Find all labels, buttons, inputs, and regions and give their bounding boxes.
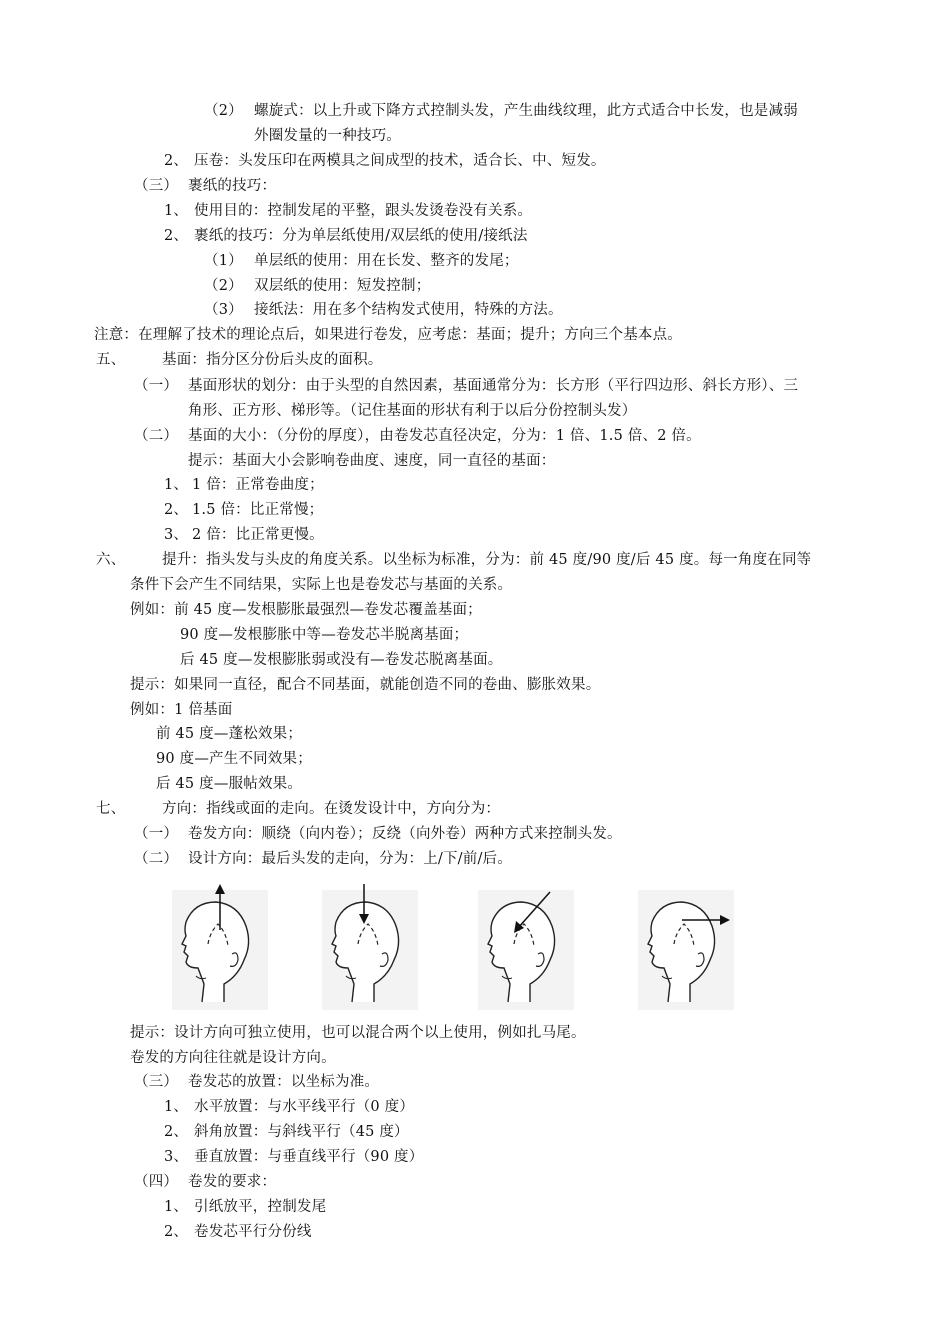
- doc-line: [130, 700, 232, 720]
- doc-line: [164, 1122, 409, 1142]
- line-text: 2 倍：比正常更慢。: [192, 527, 324, 543]
- doc-line: [204, 101, 798, 121]
- line-text: 条件下会产生不同结果，实际上也是卷发芯与基面的关系。: [130, 577, 513, 593]
- doc-line: [130, 1023, 586, 1043]
- list-marker: 1、: [164, 203, 189, 219]
- line-text: 外圈发量的一种技巧。: [254, 128, 401, 144]
- list-marker: （3）: [204, 302, 243, 318]
- doc-line: [134, 1072, 379, 1092]
- list-marker: 六、: [96, 552, 126, 568]
- line-text: 双层纸的使用：短发控制；: [254, 278, 431, 294]
- line-text: 卷发芯平行分份线: [194, 1224, 312, 1240]
- line-text: 90 度—产生不同效果；: [156, 751, 312, 767]
- line-text: 斜角放置：与斜线平行（45 度）: [194, 1124, 409, 1140]
- doc-line: [134, 426, 701, 446]
- list-marker: 3、: [164, 527, 189, 543]
- doc-line: [134, 849, 512, 869]
- line-text: 卷发芯的放置：以坐标为准。: [188, 1074, 380, 1090]
- line-text: 使用目的：控制发尾的平整，跟头发烫卷没有关系。: [194, 203, 533, 219]
- doc-line: [180, 650, 502, 670]
- doc-line: [188, 401, 636, 421]
- doc-line: [164, 500, 323, 520]
- doc-line: [134, 176, 276, 196]
- doc-line: [180, 625, 468, 645]
- list-marker: （一）: [134, 826, 179, 842]
- list-marker: 2、: [164, 1224, 189, 1240]
- doc-line: [96, 550, 811, 570]
- line-text: 1 倍：正常卷曲度；: [192, 477, 324, 493]
- line-text: 裹纸的技巧：分为单层纸使用/双层纸的使用/接纸法: [194, 228, 528, 244]
- doc-line: [156, 724, 302, 744]
- list-marker: 3、: [164, 1149, 189, 1165]
- line-text: 螺旋式：以上升或下降方式控制头发，产生曲线纹理，此方式适合中长发，也是减弱: [254, 103, 798, 119]
- line-text: 后 45 度—服帖效果。: [156, 776, 303, 792]
- line-text: 后 45 度—发根膨胀弱或没有—卷发芯脱离基面。: [180, 652, 503, 668]
- list-marker: （三）: [134, 1074, 179, 1090]
- line-text: 卷发方向：顺绕（向内卷）；反绕（向外卷）两种方式来控制头发。: [188, 826, 622, 842]
- doc-line: [130, 675, 600, 695]
- doc-line: [156, 749, 312, 769]
- line-text: 卷发的方向往往就是设计方向。: [130, 1050, 336, 1066]
- line-text: 角形、正方形、梯形等。（记住基面的形状有利于以后分份控制头发）: [188, 403, 637, 419]
- doc-line: [130, 600, 482, 620]
- line-text: 设计方向：最后头发的走向，分为：上/下/前/后。: [188, 851, 512, 867]
- line-text: 提升：指头发与头皮的角度关系。以坐标为标准，分为：前 45 度/90 度/后 45 度。每一角度在同等: [162, 552, 812, 568]
- doc-line: [164, 1097, 414, 1117]
- list-marker: 五、: [96, 352, 126, 368]
- list-marker: （2）: [204, 103, 243, 119]
- line-text: 提示：设计方向可独立使用，也可以混合两个以上使用，例如扎马尾。: [130, 1025, 586, 1041]
- list-marker: （四）: [134, 1174, 179, 1190]
- line-text: 压卷：头发压印在两模具之间成型的技术，适合长、中、短发。: [194, 153, 606, 169]
- list-marker: 1、: [164, 1099, 189, 1115]
- line-text: 前 45 度—蓬松效果；: [156, 726, 303, 742]
- line-text: 方向：指线或面的走向。在烫发设计中，方向分为：: [162, 801, 501, 817]
- list-marker: 1、: [164, 1199, 189, 1215]
- line-text: 90 度—发根膨胀中等—卷发芯半脱离基面；: [180, 627, 469, 643]
- line-text: 单层纸的使用：用在长发、整齐的发尾；: [254, 253, 519, 269]
- doc-line: [130, 575, 512, 595]
- line-text: 基面的大小：（分份的厚度），由卷发芯直径决定，分为：1 倍、1.5 倍、2 倍。: [188, 428, 701, 444]
- doc-line: [96, 350, 383, 370]
- doc-line: [134, 1172, 276, 1192]
- doc-line: [164, 151, 606, 171]
- line-text: 接纸法：用在多个结构发式使用，特殊的方法。: [254, 302, 563, 318]
- doc-line: [164, 525, 324, 545]
- list-marker: 2、: [164, 502, 189, 518]
- list-marker: 2、: [164, 1124, 189, 1140]
- doc-line: [96, 799, 500, 819]
- doc-line: [134, 376, 798, 396]
- line-text: 提示：如果同一直径，配合不同基面，就能创造不同的卷曲、膨胀效果。: [130, 677, 601, 693]
- list-marker: （二）: [134, 851, 179, 867]
- doc-line: [164, 475, 324, 495]
- list-marker: （二）: [134, 428, 179, 444]
- doc-line: [130, 1048, 336, 1068]
- head-arrow-back-icon: [638, 884, 734, 1012]
- doc-line: [204, 276, 430, 296]
- list-marker: 1、: [164, 477, 189, 493]
- doc-line: [164, 226, 528, 246]
- doc-line: [188, 451, 556, 471]
- line-text: 水平放置：与水平线平行（0 度）: [194, 1099, 415, 1115]
- line-text: 垂直放置：与垂直线平行（90 度）: [194, 1149, 424, 1165]
- doc-line: [204, 251, 519, 271]
- head-arrow-forward-icon: [478, 884, 574, 1012]
- list-marker: （2）: [204, 278, 243, 294]
- list-marker: 七、: [96, 801, 126, 817]
- list-marker: 2、: [164, 228, 189, 244]
- doc-line: [164, 1197, 326, 1217]
- line-text: 例如：1 倍基面: [130, 702, 233, 718]
- line-text: 裹纸的技巧：: [188, 178, 277, 194]
- line-text: 卷发的要求：: [188, 1174, 277, 1190]
- list-marker: （三）: [134, 178, 179, 194]
- line-text: 注意：在理解了技术的理论点后，如果进行卷发，应考虑：基面；提升；方向三个基本点。: [94, 327, 682, 343]
- list-marker: （1）: [204, 253, 243, 269]
- doc-line: [94, 325, 682, 345]
- list-marker: （一）: [134, 378, 179, 394]
- head-arrow-down-icon: [322, 884, 418, 1012]
- head-arrow-up-icon: [172, 884, 268, 1012]
- line-text: 基面：指分区分份后头皮的面积。: [162, 352, 383, 368]
- doc-line: [164, 1147, 423, 1167]
- line-text: 例如：前 45 度—发根膨胀最强烈—卷发芯覆盖基面；: [130, 602, 482, 618]
- doc-line: [254, 126, 401, 146]
- list-marker: 2、: [164, 153, 189, 169]
- doc-line: [134, 824, 622, 844]
- line-text: 提示：基面大小会影响卷曲度、速度，同一直径的基面：: [188, 453, 556, 469]
- direction-figures: [172, 884, 748, 1012]
- doc-line: [164, 201, 532, 221]
- doc-line: [164, 1222, 312, 1242]
- doc-line: [204, 300, 563, 320]
- line-text: 基面形状的划分：由于头型的自然因素，基面通常分为：长方形（平行四边形、斜长方形）、三: [188, 378, 799, 394]
- line-text: 1.5 倍：比正常慢；: [192, 502, 324, 518]
- line-text: 引纸放平，控制发尾: [194, 1199, 327, 1215]
- doc-line: [156, 774, 302, 794]
